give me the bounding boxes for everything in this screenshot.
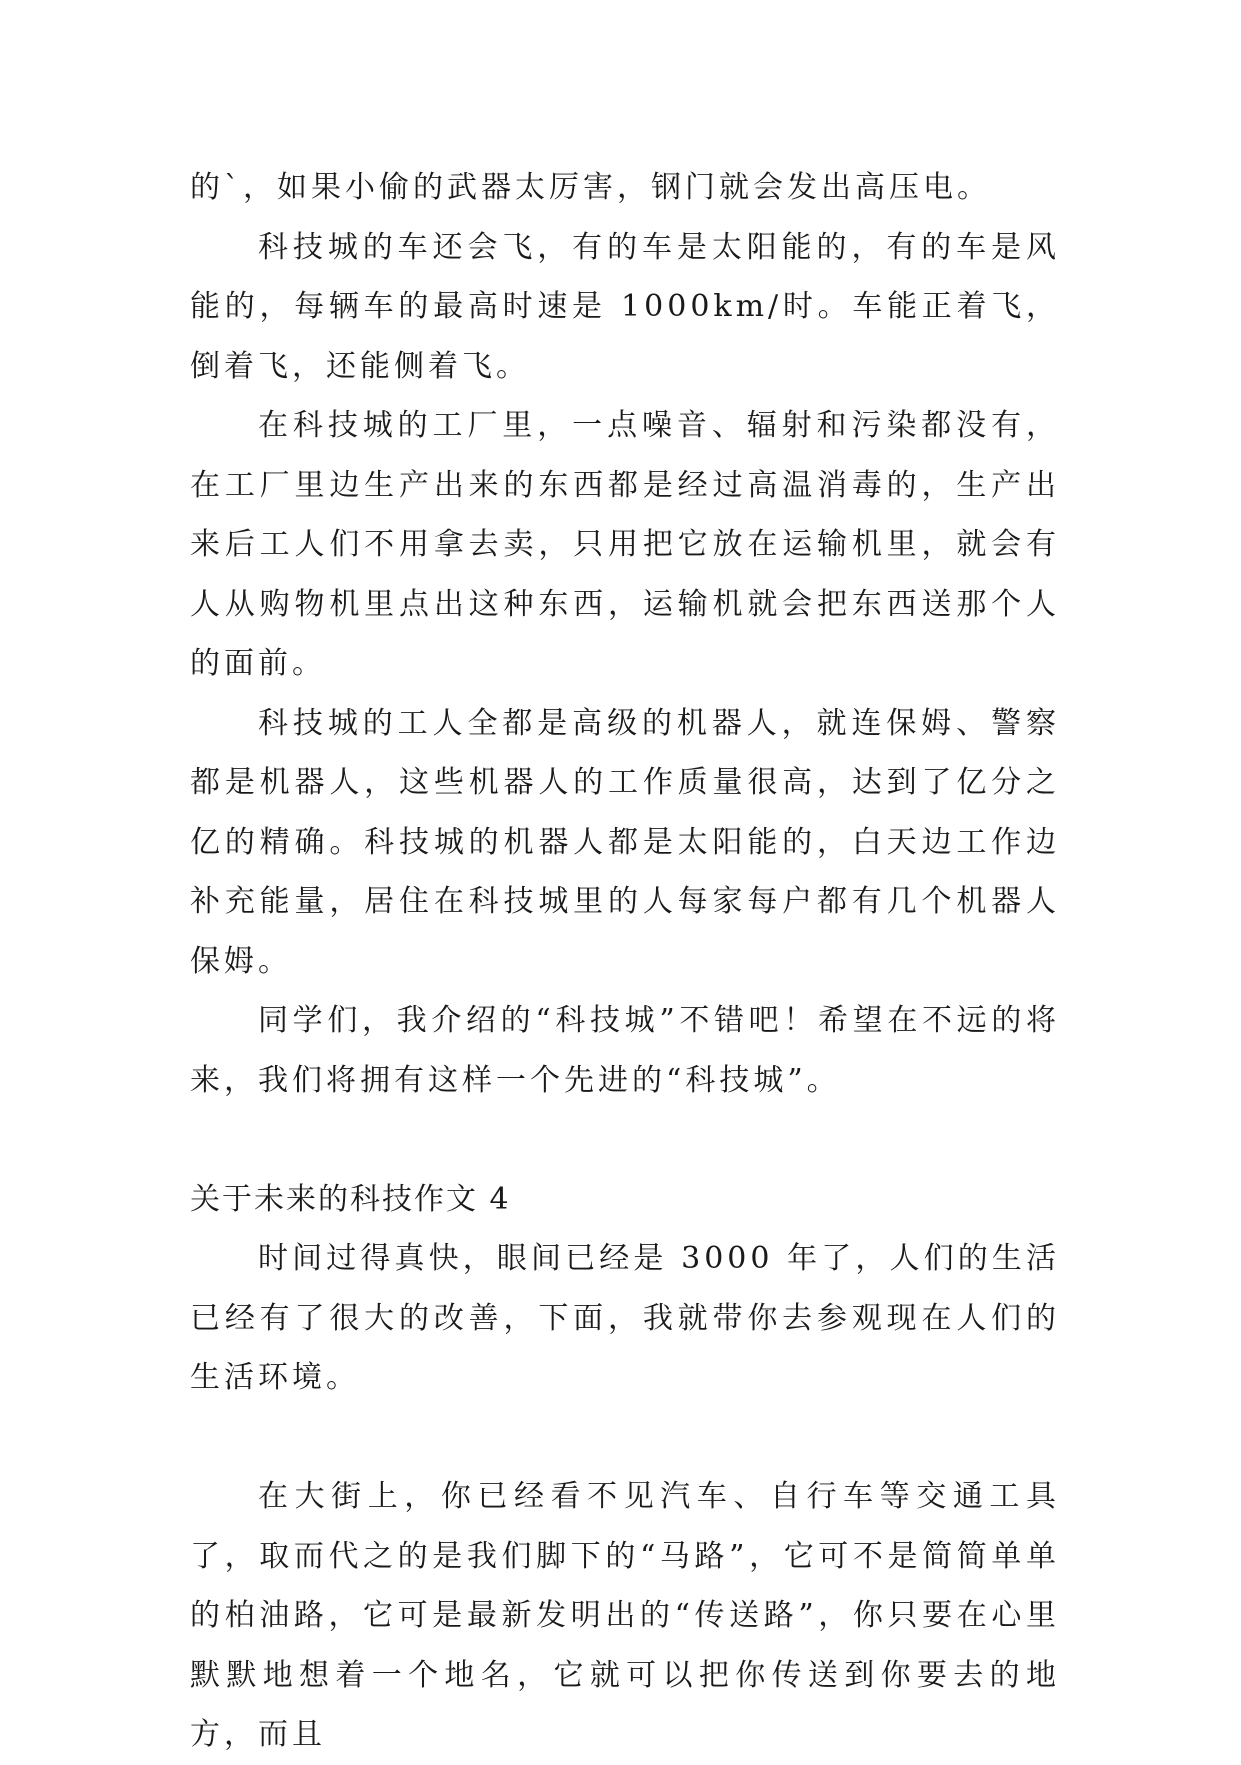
document-body (190, 158, 1060, 1765)
paragraph-year-3000: 时间过得真快，眼间已经是 3000 年了，人们的生活已经有了很大的改善，下面，我就带你去参观现在人们的生活环境。 (190, 1241, 1060, 1395)
paragraph-flying-cars: 科技城的车还会飞，有的车是太阳能的，有的车是风能的，每辆车的最高时速是 1000km/时。车能正着飞，倒着飞，还能侧着飞。 (190, 229, 1060, 384)
paragraph-conclusion: 同学们，我介绍的“科技城”不错吧！希望在不远的将来，我们将拥有这样一个先进的“科技城”。 (190, 1003, 1060, 1098)
paragraph-transport-road: 在大街上，你已经看不见汽车、自行车等交通工具了，取而代之的是我们脚下的“马路”，它可不是简简单单的柏油路，它可是最新发明出的“传送路”，你只要在心里默默地想着一个地名，它就可以把你传送到你要去的地方，而且 (190, 1479, 1060, 1752)
paragraph-robots: 科技城的工人全都是高级的机器人，就连保姆、警察都是机器人，这些机器人的工作质量很高，达到了亿分之亿的精确。科技城的机器人都是太阳能的，白天边工作边补充能量，居住在科技城里的人每家每户都有几个机器人保姆。 (190, 705, 1060, 979)
paragraph-factory: 在科技城的工厂里，一点噪音、辐射和污染都没有，在工厂里边生产出来的东西都是经过高温消毒的，生产出来后工人们不用拿去卖，只用把它放在运输机里，就会有人从购物机里点出这种东西，运输机就会把东西送那个人的面前。 (190, 408, 1060, 681)
paragraph-steel-door: 的`，如果小偷的武器太厉害，钢门就会发出高压电。 (190, 170, 991, 205)
paragraph-spacer (190, 1408, 1060, 1468)
section-heading: 关于未来的科技作文 4 (190, 1181, 511, 1217)
